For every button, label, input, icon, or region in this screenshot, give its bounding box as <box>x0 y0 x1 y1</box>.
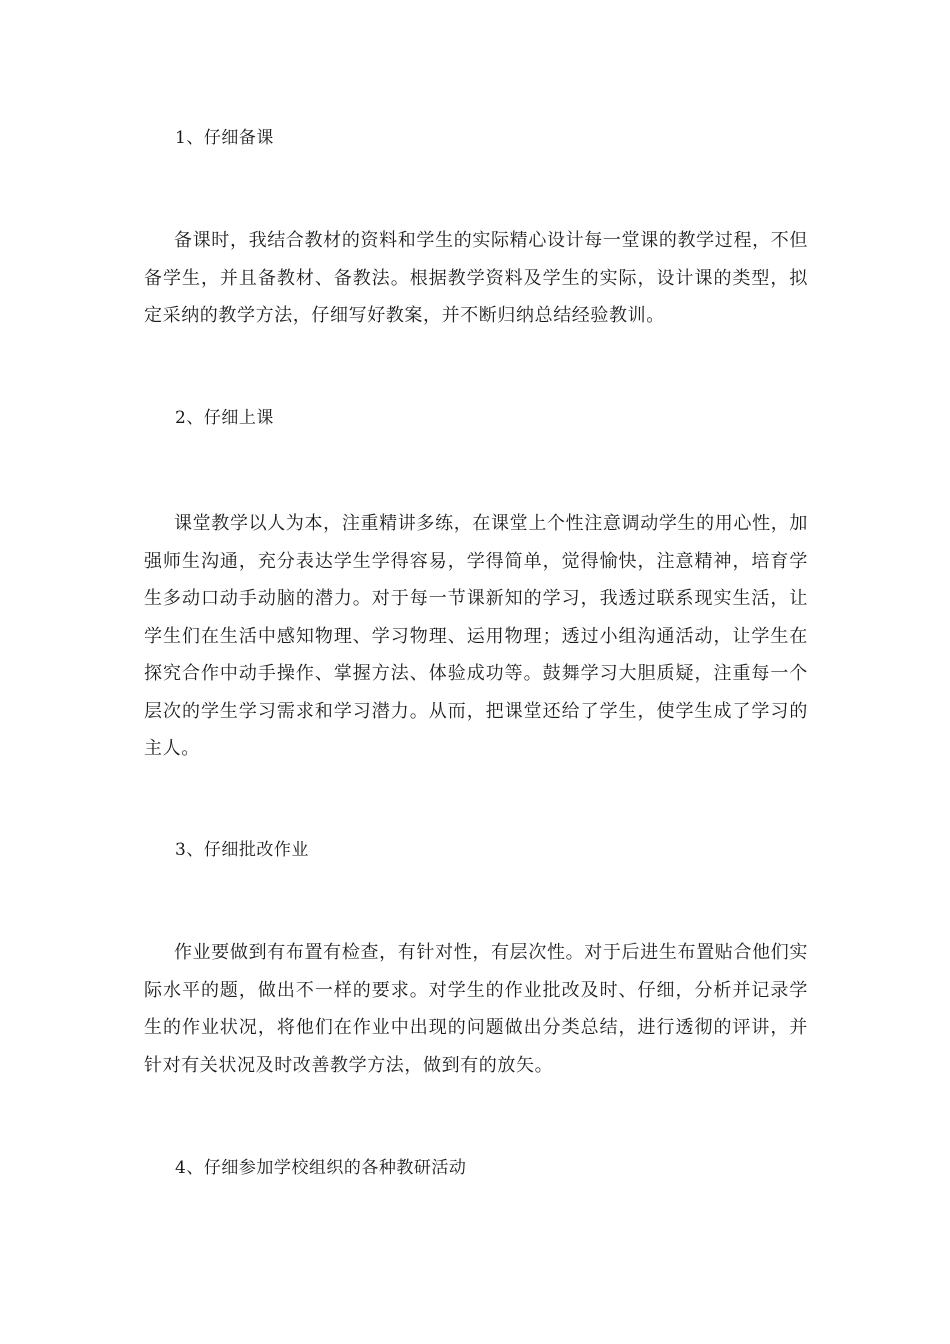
section-paragraph-2: 课堂教学以人为本，注重精讲多练，在课堂上个性注意调动学生的用心性，加强师生沟通，充分表达学生学得容易，学得简单，觉得愉快，注意精神，培育学生多动口动手动脑的潜力。对于每一节课新知的学习，我透过联系现实生活，让学生们在生活中感知物理、学习物理、运用物理；透过小组沟通活动，让学生在探究合作中动手操作、掌握方法、体验成功等。鼓舞学习大胆质疑，注重每一个层次的学生学习需求和学习潜力。从而，把课堂还给了学生，使学生成了学习的主人。 <box>144 513 808 759</box>
section-heading-2: 2、仔细上课 <box>175 408 274 428</box>
section-paragraph-3: 作业要做到有布置有检查，有针对性，有层次性。对于后进生布置贴合他们实际水平的题，做出不一样的要求。对学生的作业批改及时、仔细，分析并记录学生的作业状况，将他们在作业中出现的问题做出分类总结，进行透彻的评讲，并针对有关状况及时改善教学方法，做到有的放矢。 <box>144 942 808 1076</box>
section-paragraph-1: 备课时，我结合教材的资料和学生的实际精心设计每一堂课的教学过程，不但备学生，并且备教材、备教法。根据教学资料及学生的实际，设计课的类型，拟定采纳的教学方法，仔细写好教案，并不断归纳总结经验教训。 <box>144 230 808 326</box>
section-heading-1: 1、仔细备课 <box>175 128 274 148</box>
section-heading-4: 4、仔细参加学校组织的各种教研活动 <box>175 1158 467 1178</box>
section-heading-3: 3、仔细批改作业 <box>175 840 309 860</box>
